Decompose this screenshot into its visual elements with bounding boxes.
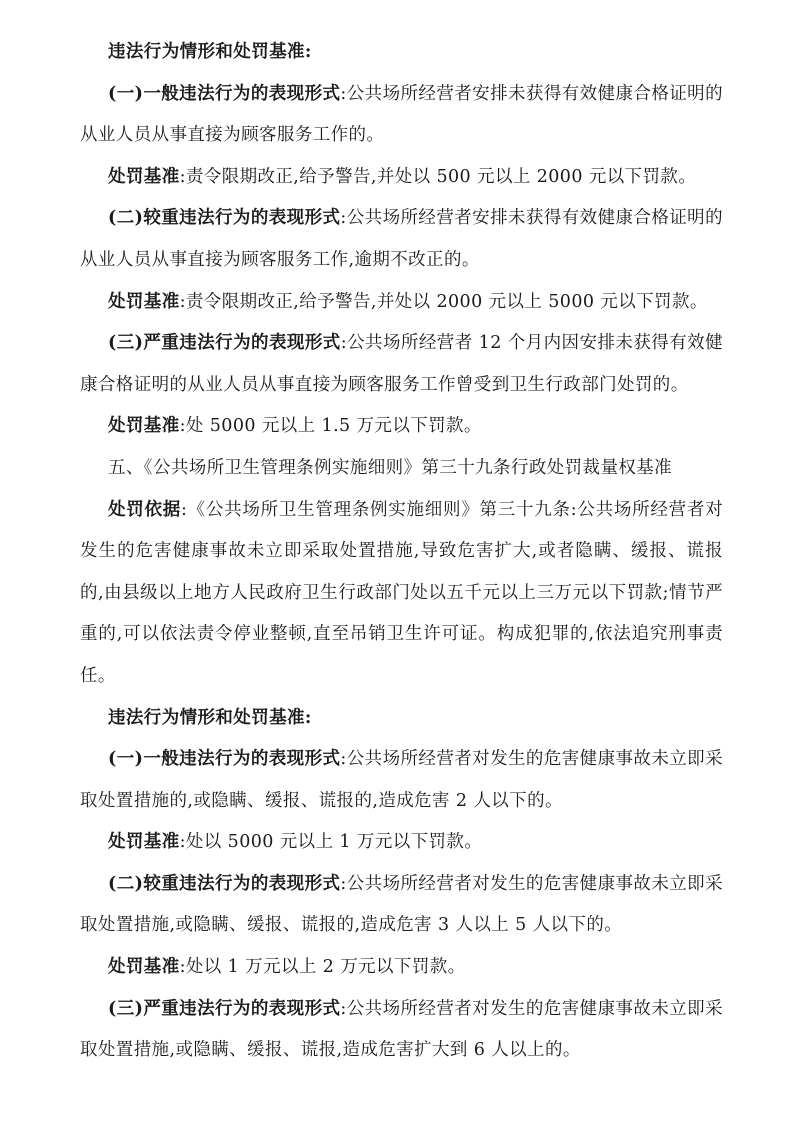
violation-label: (三)严重违法行为的表现形式 xyxy=(108,998,341,1019)
paragraph-text: :《公共场所卫生管理条例实施细则》第三十九条:公共场所经营者对发生的危害健康事故未立即采取处置措施,导致危害扩大,或者隐瞒、缓报、谎报的,由县级以上地方人民政府卫生行政部门处以五千元以上三万元以下罚款;情节严重的,可以依法责令停业整顿,直至吊销卫生许可证。构成犯罪的,依法追究刑事责任。 xyxy=(80,499,723,686)
heading-text: 违法行为情形和处罚基准: xyxy=(108,707,312,728)
violation-label: (二)较重违法行为的表现形式 xyxy=(108,208,341,229)
violation-label: (三)严重违法行为的表现形式 xyxy=(108,333,341,354)
paragraph-text: :处 5000 元以上 1.5 万元以下罚款。 xyxy=(179,416,482,437)
penalty-basis xyxy=(80,490,723,698)
violation-severe xyxy=(80,989,723,1072)
penalty-standard xyxy=(80,947,723,989)
heading-text: 违法行为情形和处罚基准: xyxy=(108,42,312,62)
paragraph-text: :公共场所经营者对发生的危害健康事故未立即采取处置措施,或隐瞒、缓报、谎报的,造成危害 3 人以上 5 人以下的。 xyxy=(80,873,723,936)
paragraph-text: :公共场所经营者 12 个月内因安排未获得有效健康合格证明的从业人员从事直接为顾客服务工作曾受到卫生行政部门处罚的。 xyxy=(80,333,723,395)
paragraph-text: :公共场所经营者对发生的危害健康事故未立即采取处置措施的,或隐瞒、缓报、谎报的,造成危害 2 人以下的。 xyxy=(80,749,723,811)
penalty-label: 处罚基准 xyxy=(108,166,180,187)
violation-serious xyxy=(80,864,723,947)
violation-label: (二)较重违法行为的表现形式 xyxy=(108,873,341,894)
basis-label: 处罚依据 xyxy=(108,499,181,520)
paragraph-text: :公共场所经营者对发生的危害健康事故未立即采取处置措施,或隐瞒、缓报、谎报,造成危害扩大到 6 人以上的。 xyxy=(80,998,723,1061)
violation-severe xyxy=(80,323,723,406)
section-heading xyxy=(80,32,723,74)
penalty-label: 处罚基准 xyxy=(108,957,180,978)
section-heading xyxy=(80,698,723,740)
paragraph-text: 五、《公共场所卫生管理条例实施细则》第三十九条行政处罚裁量权基准 xyxy=(108,457,673,478)
violation-label: (一)一般违法行为的表现形式 xyxy=(108,83,341,104)
violation-general xyxy=(80,74,723,157)
paragraph-text: :公共场所经营者安排未获得有效健康合格证明的从业人员从事直接为顾客服务工作,逾期不改正的。 xyxy=(80,208,723,270)
paragraph-text: :责令限期改正,给予警告,并处以 500 元以上 2000 元以下罚款。 xyxy=(179,166,697,187)
violation-general xyxy=(80,739,723,822)
penalty-label: 处罚基准 xyxy=(108,416,180,437)
article-heading xyxy=(80,448,723,490)
paragraph-text: :责令限期改正,给予警告,并处以 2000 元以上 5000 元以下罚款。 xyxy=(179,291,708,312)
penalty-standard xyxy=(80,157,723,199)
paragraph-text: :处以 1 万元以上 2 万元以下罚款。 xyxy=(179,957,466,978)
penalty-standard xyxy=(80,406,723,448)
violation-label: (一)一般违法行为的表现形式 xyxy=(108,749,341,770)
paragraph-text: :公共场所经营者安排未获得有效健康合格证明的从业人员从事直接为顾客服务工作的。 xyxy=(80,83,723,146)
violation-serious xyxy=(80,198,723,281)
penalty-standard xyxy=(80,282,723,324)
paragraph-text: :处以 5000 元以上 1 万元以下罚款。 xyxy=(179,832,483,853)
penalty-label: 处罚基准 xyxy=(108,832,180,853)
penalty-label: 处罚基准 xyxy=(108,291,180,312)
penalty-standard xyxy=(80,822,723,864)
